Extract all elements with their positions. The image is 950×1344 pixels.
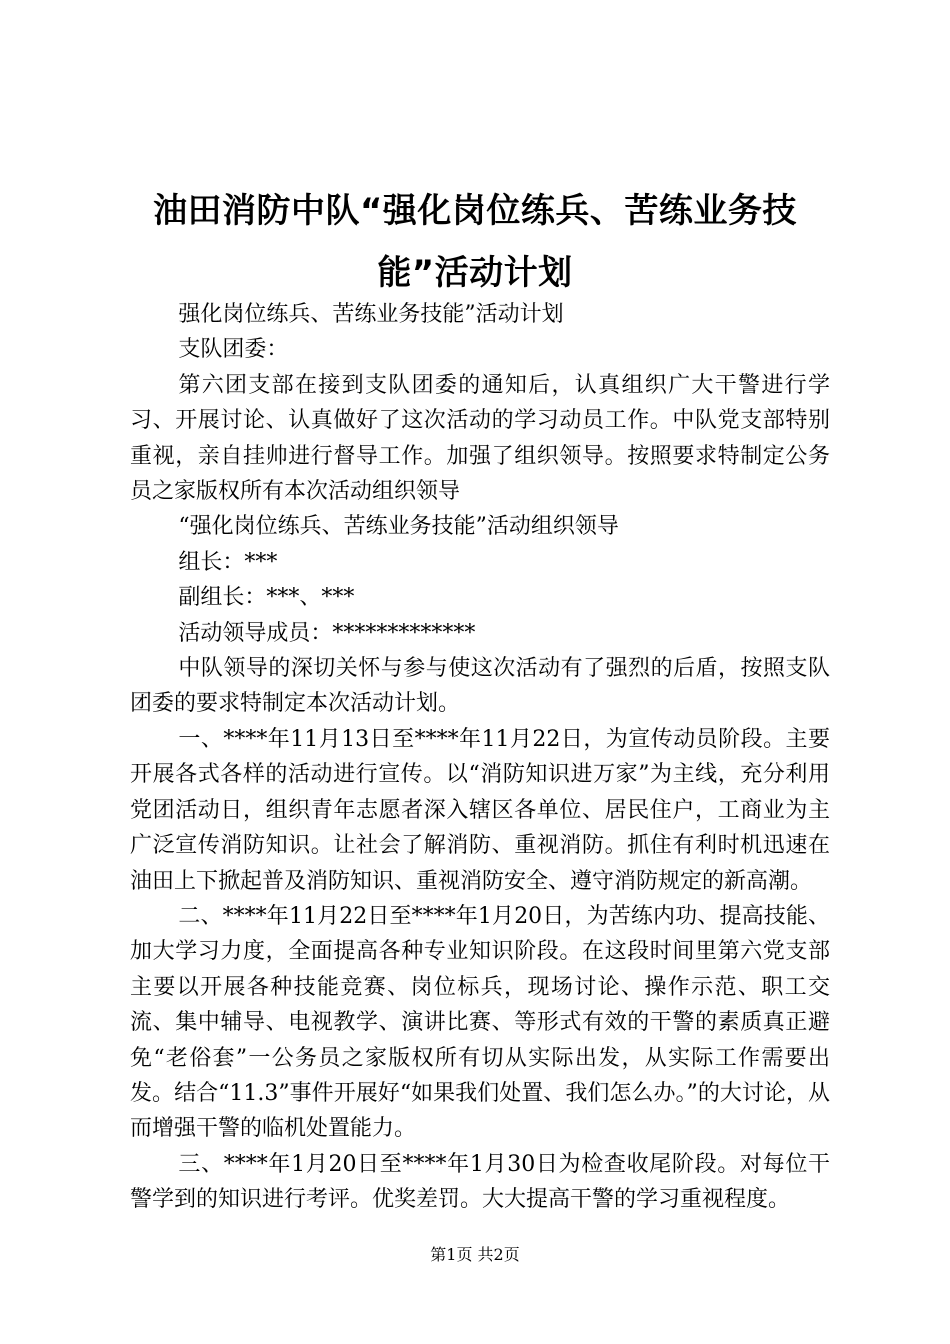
paragraph-salutation: 支队团委：: [178, 337, 289, 363]
paragraph-leadership-heading: “强化岗位练兵、苦练业务技能”活动组织领导: [178, 514, 619, 540]
document-body: [130, 297, 830, 1218]
paragraph-team-leader: 组长：***: [178, 549, 278, 575]
paragraph-phase-one: 一、****年11月13日至****年11月22日，为宣传动员阶段。主要开展各式各样的活动进行宣传。以“消防知识进万家”为主线，充分利用党团活动日，组织青年志愿者深入辖区各单位、居民住户，工商业为主广泛宣传消防知识。让社会了解消防、重视消防。抓住有利时机迅速在油田上下掀起普及消防知识、重视消防安全、遵守消防规定的新高潮。: [130, 726, 830, 894]
paragraph-phase-two: 二、****年11月22日至****年1月20日，为苦练内功、提高技能、加大学习力度，全面提高各种专业知识阶段。在这段时间里第六党支部主要以开展各种技能竞赛、岗位标兵，现场讨论、操作示范、职工交流、集中辅导、电视教学、演讲比赛、等形式有效的干警的素质真正避免“老俗套”一公务员之家版权所有切从实际出发，从实际工作需要出发。结合“11.3”事件开展好“如果我们处置、我们怎么办。”的大讨论，从而增强干警的临机处置能力。: [130, 903, 830, 1142]
document-title: 油田消防中队“强化岗位练兵、苦练业务技能”活动计划: [153, 191, 797, 293]
paragraph-intro: 第六团支部在接到支队团委的通知后，认真组织广大干警进行学习、开展讨论、认真做好了这次活动的学习动员工作。中队党支部特别重视，亲自挂帅进行督导工作。加强了组织领导。按照要求特制定公务员之家版权所有本次活动组织领导: [130, 372, 830, 505]
paragraph-deputy-leader: 副组长：***、***: [178, 585, 355, 611]
paragraph-subtitle: 强化岗位练兵、苦练业务技能”活动计划: [178, 302, 564, 327]
paragraph-members: 活动领导成员：*************: [178, 620, 476, 646]
paragraph-phase-three: 三、****年1月20日至****年1月30日为检查收尾阶段。对每位干警学到的知识进行考评。优奖差罚。大大提高干警的学习重视程度。: [130, 1151, 830, 1213]
paragraph-support: 中队领导的深切关怀与参与使这次活动有了强烈的后盾，按照支队团委的要求特制定本次活动计划。: [130, 656, 830, 717]
page-footer: 第1页 共2页: [430, 1245, 520, 1264]
